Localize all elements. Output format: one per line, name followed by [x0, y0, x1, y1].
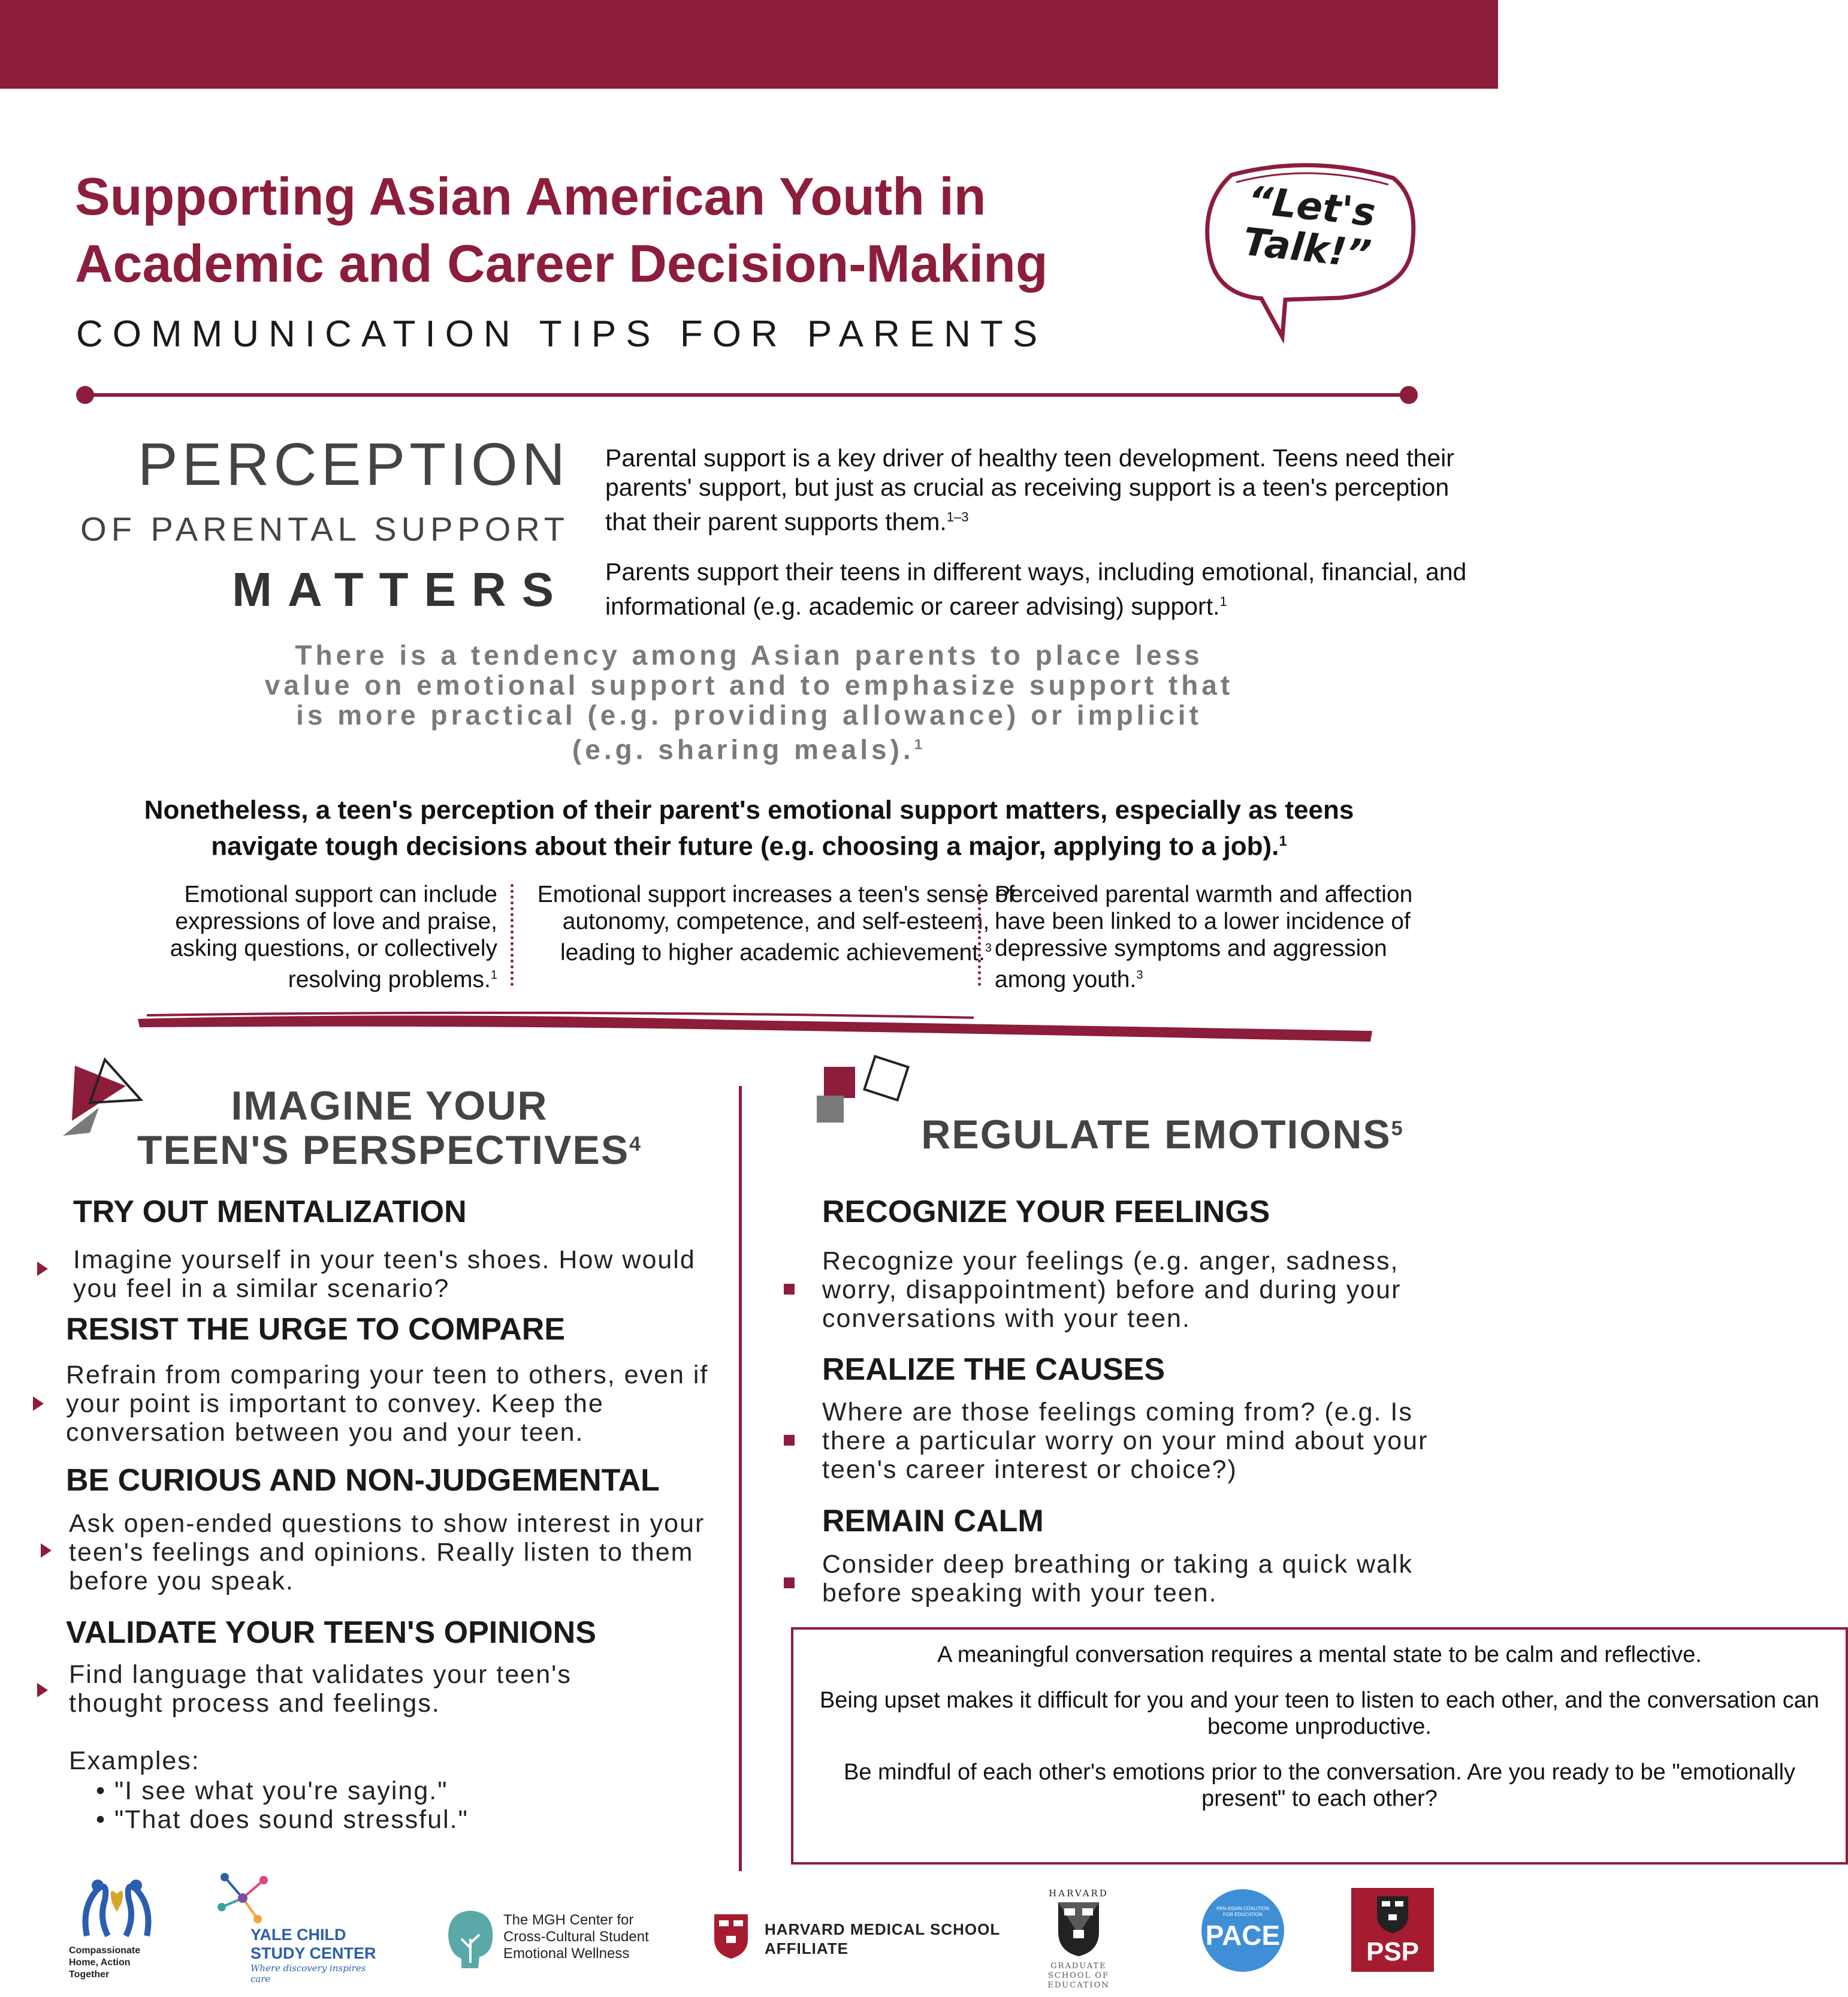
- tip-heading-compare: RESIST THE URGE TO COMPARE: [66, 1312, 566, 1347]
- citation: 1–3: [946, 509, 969, 524]
- yale-line-1: YALE CHILD: [250, 1926, 346, 1944]
- perception-matters: MATTERS: [232, 563, 569, 616]
- imagine-heading-line-1: IMAGINE YOUR: [231, 1083, 548, 1129]
- tip-heading-mentalization: TRY OUT MENTALIZATION: [73, 1194, 467, 1229]
- pace-text: PACE: [1205, 1920, 1281, 1951]
- bullet-triangle-icon: [37, 1683, 48, 1697]
- lets-talk-bubble: [1195, 157, 1423, 343]
- logo-psp: [1351, 1888, 1434, 1972]
- tip-heading-recognize: RECOGNIZE YOUR FEELINGS: [822, 1194, 1270, 1229]
- example-1: [96, 1776, 448, 1805]
- pace-small-text: PAN-ASIAN COALITION FOR EDUCATION: [1216, 1906, 1269, 1917]
- tendency-statement: [258, 640, 1240, 764]
- column-divider-1: [511, 884, 514, 986]
- reminder-text-3: Be mindful of each other's emotions prior to the conversation. Are you ready to be "emotionally present" to each other?: [843, 1760, 1796, 1811]
- tip-body-compare: Refrain from comparing your teen to others, even if your point is important to convey. Keep the conversation between you and your teen.: [66, 1361, 709, 1447]
- citation: 1: [914, 737, 926, 753]
- bubble-text: [1224, 177, 1394, 277]
- fact-column-3: [995, 881, 1414, 993]
- fact-text-1: Emotional support can include expressions of love and praise, asking questions, or collectively resolving problems.: [170, 882, 497, 993]
- citation: 1: [1279, 833, 1287, 849]
- intro-paragraph-1: [605, 444, 1468, 537]
- divider-line: [85, 393, 1408, 397]
- imagine-heading: [90, 1084, 689, 1172]
- bullet-triangle-icon: [37, 1262, 48, 1276]
- imagine-heading-line-2: TEEN'S PERSPECTIVES: [137, 1127, 630, 1173]
- hgse-shield-icon: [1055, 1899, 1103, 1959]
- citation: 4: [629, 1133, 642, 1156]
- citation: 1: [490, 969, 497, 982]
- logo-pace: [1201, 1889, 1284, 1972]
- family-figures-icon: [75, 1876, 159, 1942]
- regulate-heading: [899, 1112, 1426, 1157]
- key-statement-text: Nonetheless, a teen's perception of their parent's emotional support matters, especially as teens navigate tough decisions about their future (e.g. choosing a major, applying to a job).: [144, 795, 1354, 861]
- psp-shield-icon: [1375, 1894, 1411, 1935]
- tip-body-recognize: Recognize your feelings (e.g. anger, sadness, worry, disappointment) before and during your conversations with your teen.: [822, 1247, 1402, 1333]
- regulate-heading-text: REGULATE EMOTIONS: [921, 1112, 1391, 1157]
- citation: 3: [985, 942, 992, 955]
- examples-label: Examples:: [69, 1746, 200, 1775]
- bullet-triangle-icon: [33, 1396, 44, 1411]
- perception-heading: PERCEPTION: [137, 431, 569, 498]
- tip-heading-causes: REALIZE THE CAUSES: [822, 1352, 1165, 1387]
- brush-divider: [135, 1007, 1375, 1043]
- hms-line-2: AFFILIATE: [765, 1939, 848, 1957]
- logo-hgse: [1031, 1888, 1127, 1990]
- title-line-2: Academic and Career Decision-Making: [75, 234, 1048, 293]
- logo-yale: [216, 1871, 384, 1984]
- logo-compassionate-home: [69, 1876, 171, 1981]
- yale-tagline: Where discovery inspires care: [250, 1963, 366, 1984]
- bullet-square-icon: [784, 1284, 795, 1295]
- bullet-dot-icon: •: [96, 1805, 115, 1834]
- reminder-box: [791, 1627, 1848, 1865]
- yale-line-2: STUDY CENTER: [250, 1944, 376, 1962]
- tendency-text: There is a tendency among Asian parents to place less value on emotional support and to emphasize support that is more practical (e.g. providing allowance) or implicit (e.g. sharing meals).: [264, 639, 1234, 765]
- perception-subheading: OF PARENTAL SUPPORT: [80, 510, 569, 548]
- tip-heading-calm: REMAIN CALM: [822, 1504, 1044, 1539]
- title-line-1: Supporting Asian American Youth in: [75, 167, 986, 226]
- fact-column-1: [144, 881, 497, 993]
- intro-text-2: Parents support their teens in different ways, including emotional, financial, and informational (e.g. academic or career advising) support.: [605, 558, 1467, 620]
- citation: 3: [1136, 969, 1143, 982]
- bubble-line-1: “Let's: [1245, 178, 1378, 236]
- column-divider-2: [978, 884, 981, 986]
- tip-body-curious: Ask open-ended questions to show interest in your teen's feelings and opinions. Really listen to them before you speak.: [69, 1509, 705, 1595]
- example-2-text: "That does sound stressful.": [114, 1805, 469, 1834]
- harvard-shield-icon: [712, 1912, 750, 1960]
- yale-burst-icon: [216, 1871, 270, 1925]
- tip-body-causes: Where are those feelings coming from? (e.g. Is there a particular worry on your mind about your teen's career interest or choice?): [822, 1398, 1429, 1484]
- example-1-text: "I see what you're saying.": [114, 1776, 448, 1805]
- hgse-bottom: GRADUATE SCHOOL OF EDUCATION: [1047, 1962, 1110, 1990]
- reminder-text-2: Being upset makes it difficult for you and your teen to listen to each other, and the conversation can become unproductive.: [819, 1688, 1820, 1739]
- page-subtitle: COMMUNICATION TIPS FOR PARENTS: [76, 313, 1047, 355]
- hms-line-1: HARVARD MEDICAL SCHOOL: [765, 1920, 1001, 1938]
- tip-heading-curious: BE CURIOUS AND NON-JUDGEMENTAL: [66, 1463, 660, 1498]
- mgh-line-3: Emotional Wellness: [503, 1945, 630, 1962]
- top-banner: [0, 0, 1498, 89]
- citation: 1: [1219, 594, 1227, 609]
- divider-dot-right: [1400, 386, 1418, 404]
- logo-compassionate-text: Compassionate Home, Action Together: [69, 1945, 141, 1980]
- tip-body-calm: Consider deep breathing or taking a quick walk before speaking with your teen.: [822, 1550, 1413, 1607]
- tree-head-icon: [443, 1906, 497, 1972]
- tip-body-validate: Find language that validates your teen's thought process and feelings.: [69, 1660, 572, 1718]
- mgh-text: [503, 1912, 671, 1962]
- bullet-square-icon: [784, 1435, 795, 1446]
- bullet-triangle-icon: [41, 1543, 52, 1558]
- fact-column-2: [536, 881, 1016, 966]
- fact-text-2: Emotional support increases a teen's sense of autonomy, competence, and self-esteem, leading to higher academic achievement.: [537, 882, 1015, 966]
- hgse-top: HARVARD: [1049, 1888, 1109, 1899]
- mgh-line-2: Cross-Cultural Student: [503, 1929, 649, 1945]
- tip-heading-validate: VALIDATE YOUR TEEN'S OPINIONS: [66, 1615, 596, 1650]
- citation: 5: [1391, 1117, 1404, 1140]
- reminder-text-1: A meaningful conversation requires a mental state to be calm and reflective.: [937, 1642, 1702, 1667]
- page-title: [75, 163, 1183, 297]
- fact-text-3: Perceived parental warmth and affection have been linked to a lower incidence of depressive symptoms and aggression among youth.: [995, 882, 1413, 993]
- mgh-line-1: The MGH Center for: [503, 1912, 634, 1928]
- key-statement: [114, 795, 1384, 862]
- example-2: [96, 1805, 469, 1834]
- tip-body-mentalization: Imagine yourself in your teen's shoes. How would you feel in a similar scenario?: [73, 1245, 696, 1303]
- intro-text-1: Parental support is a key driver of healthy teen development. Teens need their parents' support, but just as crucial as receiving support is a teen's perception that their parent supports them.: [605, 444, 1454, 536]
- bullet-square-icon: [784, 1577, 795, 1588]
- bubble-line-2: Talk!”: [1240, 219, 1373, 277]
- section-divider: [739, 1086, 742, 1871]
- psp-text: PSP: [1366, 1937, 1420, 1966]
- bullet-dot-icon: •: [96, 1776, 115, 1805]
- intro-paragraph-2: [605, 557, 1468, 622]
